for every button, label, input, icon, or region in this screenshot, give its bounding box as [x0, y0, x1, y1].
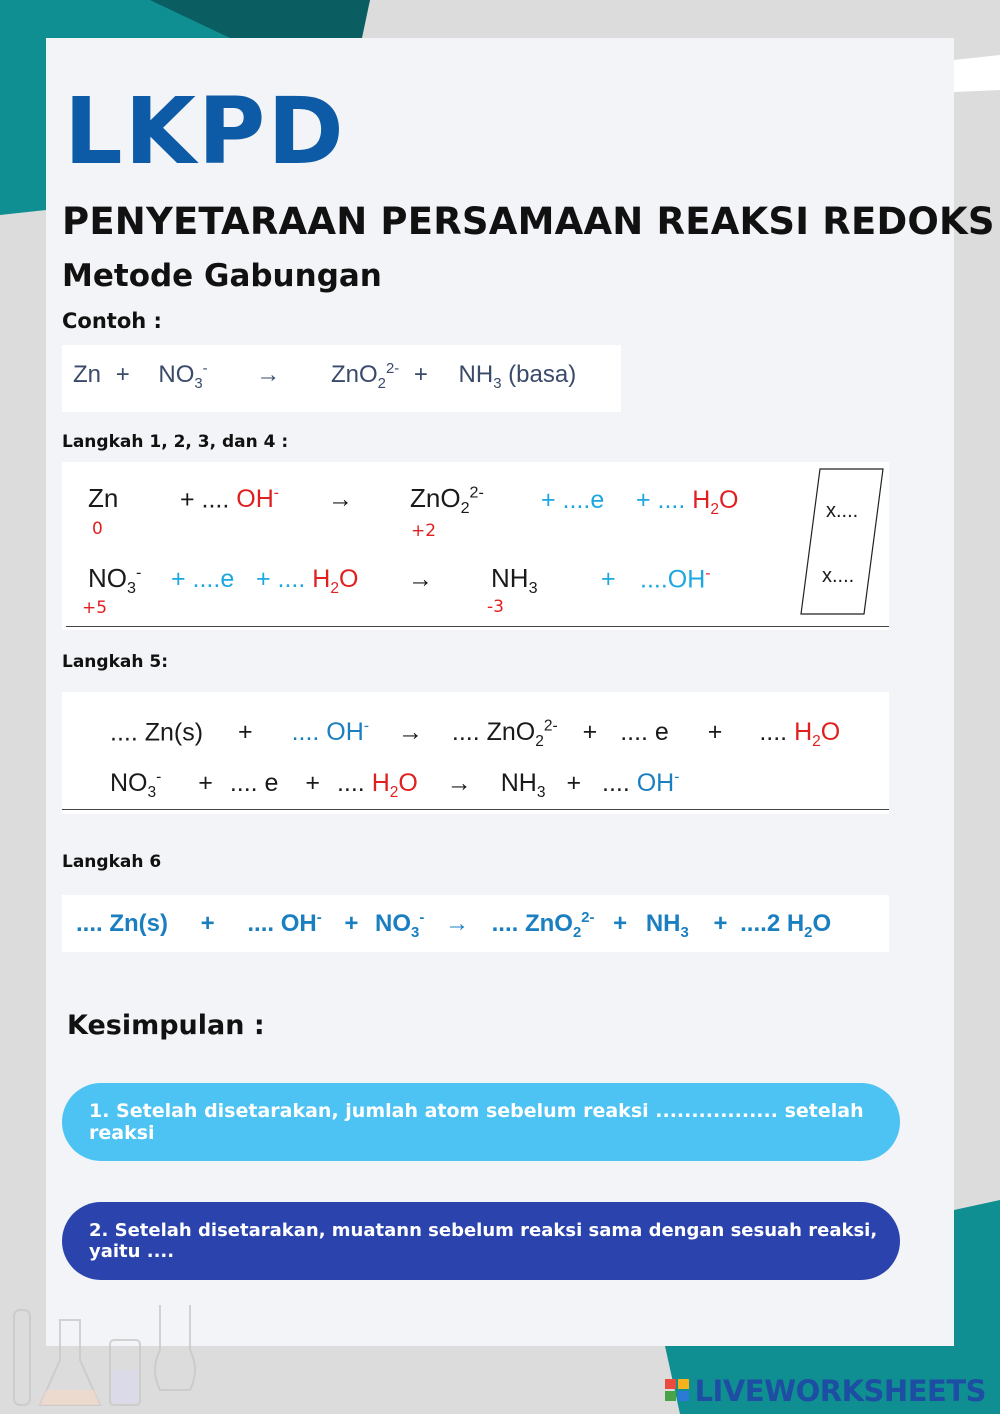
- reaction-arrow: →: [328, 485, 353, 513]
- divider: [62, 809, 889, 810]
- divider: [66, 626, 889, 627]
- electron-term: + ....e: [171, 565, 235, 593]
- step-6-label: Langkah 6: [62, 852, 162, 872]
- conclusion-item-1[interactable]: 1. Setelah disetarakan, jumlah atom sebelum reaksi ................. setelah reaksi: [62, 1083, 900, 1161]
- electron-term: + ....e: [541, 486, 605, 514]
- conclusion-item-2[interactable]: 2. Setelah disetarakan, muatann sebelum reaksi sama dengan sesuah reaksi, yaitu ....: [62, 1202, 900, 1280]
- zn-oxidation-number: 0: [92, 519, 103, 539]
- plus-sign: +: [601, 565, 616, 593]
- ammonia-product: $NH_3$ (basa): [458, 361, 577, 392]
- oh-term: + .... OH-: [180, 485, 279, 514]
- step-5-label: Langkah 5:: [62, 652, 169, 672]
- nitrate-species: $NO_3^-$: [88, 563, 142, 598]
- oxidation-half-reaction: [88, 483, 118, 514]
- water-term: + .... $H_2O$: [256, 565, 359, 597]
- example-equation-box: [62, 345, 621, 412]
- method-subheading: Metode Gabungan: [62, 258, 382, 294]
- example-label: Contoh :: [62, 309, 162, 333]
- nitrate-oxidation-number: +5: [82, 598, 108, 618]
- page-title: LKPD: [64, 78, 346, 185]
- step-6-box: [62, 895, 889, 952]
- brand-text: LIVEWORKSHEETS: [694, 1374, 986, 1408]
- hydroxide-term: ....OH-: [640, 565, 711, 594]
- step-1-4-label: Langkah 1, 2, 3, dan 4 :: [62, 432, 289, 452]
- zn-species: Zn: [88, 483, 119, 513]
- step5-row-2: $NO_3^-$ + .... e + .... $H_2O \to NH_3$ + .... OH-: [110, 769, 680, 802]
- worksheet-heading: PENYETARAAN PERSAMAAN REAKSI REDOKS: [62, 200, 995, 243]
- plus-sign: +: [413, 361, 428, 388]
- reaction-arrow: →: [256, 361, 281, 388]
- lab-glassware-illustration: [0, 1290, 240, 1414]
- zn-reactant: Zn: [73, 361, 102, 388]
- multiplier-box: [798, 466, 886, 618]
- reaction-arrow: →: [408, 565, 433, 593]
- ammonia-species: $NH_3$: [491, 563, 538, 598]
- conclusion-heading: Kesimpulan :: [67, 1010, 265, 1041]
- nitrate-reactant: $NO_3^-$: [158, 361, 208, 392]
- plus-sign: +: [115, 361, 130, 388]
- step5-row-1: .... Zn(s) + .... OH- → .... ZnO$_2^{2-}$ + .... e + .... $H_2O$: [110, 718, 841, 751]
- brand-icon: [665, 1379, 691, 1403]
- multiplier-input-2[interactable]: x....: [822, 565, 855, 587]
- multiplier-input-1[interactable]: x....: [826, 500, 859, 522]
- zincate-species: ZnO$_2^{2-}$: [410, 483, 484, 518]
- brand-logo: [665, 1374, 986, 1408]
- zincate-product: ZnO$_2^{2-}$: [330, 361, 400, 392]
- final-equation: .... Zn(s) + .... $OH^- + NO_3^-$ → .... $ZnO_2^{2-} + NH_3 + ....2$ $H_2O$: [76, 910, 832, 941]
- example-equation: [73, 361, 576, 392]
- ammonia-oxidation-number: -3: [487, 597, 504, 617]
- zincate-oxidation-number: +2: [411, 521, 437, 541]
- water-term: + .... $H_2O$: [636, 486, 739, 518]
